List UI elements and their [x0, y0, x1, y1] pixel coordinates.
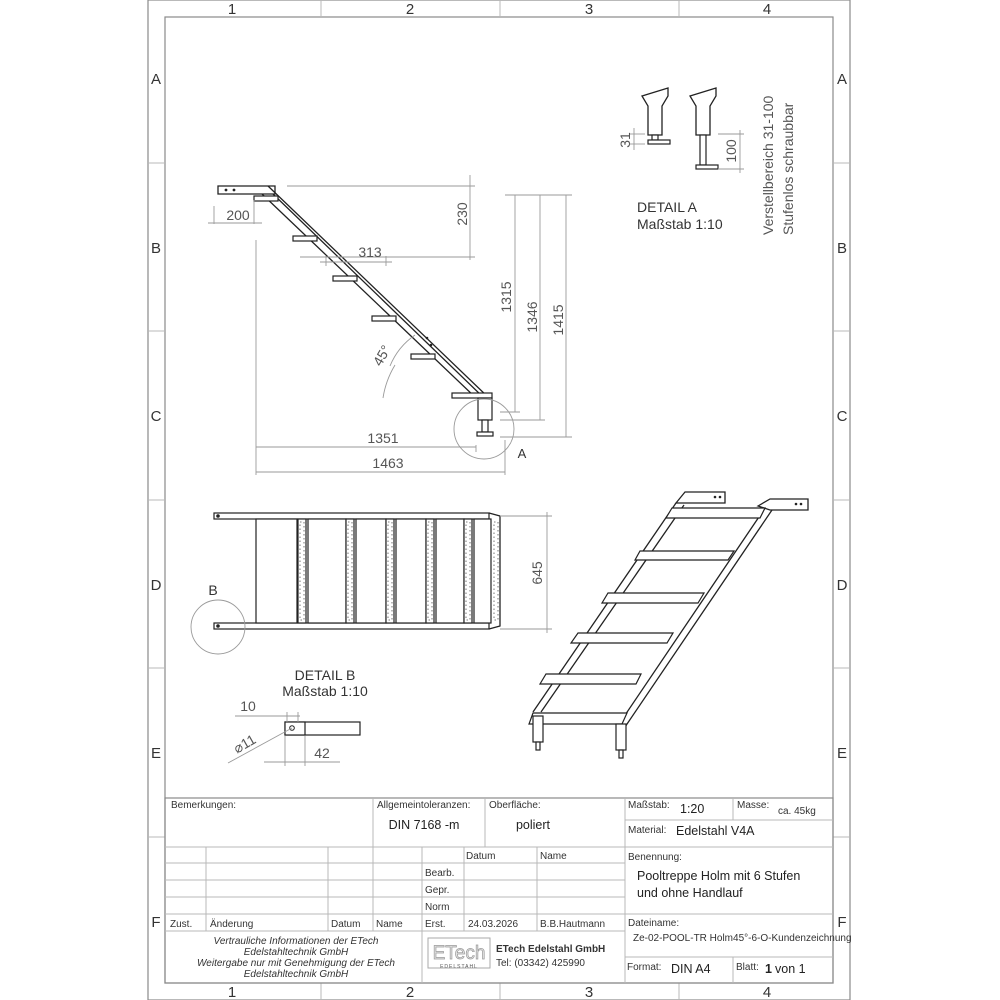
bemerkungen-label: Bemerkungen:	[171, 800, 237, 811]
blatt-number: 1	[765, 962, 772, 976]
dim-645: 645	[529, 561, 545, 585]
detail-a-scale: Maßstab 1:10	[637, 216, 723, 232]
zone-col-3-bottom: 3	[584, 984, 594, 1000]
erst-label: Erst.	[425, 919, 446, 930]
name-header: Name	[540, 851, 567, 862]
zone-col-1-top: 1	[227, 1, 237, 18]
erst-name: B.B.Hautmann	[540, 919, 606, 930]
bearb-label: Bearb.	[425, 868, 455, 879]
detail-a-note-2: Stufenlos schraubbar	[780, 102, 796, 235]
detail-a-note-1: Verstellbereich 31-100	[760, 95, 776, 235]
dim-1415: 1415	[550, 304, 566, 336]
detail-b-scale: Maßstab 1:10	[282, 683, 368, 699]
zone-row-c-right: C	[836, 408, 848, 425]
detail-a	[617, 88, 796, 235]
zone-row-f-left: F	[151, 914, 161, 931]
oberflaeche-label: Oberfläche:	[489, 800, 541, 811]
conf-line-2: Edelstahltechnik GmbH	[243, 947, 349, 958]
company-name: ETech Edelstahl GmbH	[496, 944, 606, 955]
massstab-label: Maßstab:	[628, 800, 670, 811]
zust-label: Zust.	[170, 919, 193, 930]
zone-col-3-top: 3	[584, 1, 594, 18]
masse-value: ca. 45kg	[778, 806, 816, 817]
benennung-line-2: und ohne Handlauf	[637, 886, 743, 900]
detail-b	[228, 667, 368, 766]
detail-a-title: DETAIL A	[637, 199, 697, 215]
top-view	[191, 512, 552, 654]
dim-313: 313	[358, 244, 382, 260]
dim-200: 200	[226, 207, 250, 223]
detail-a-marker: A	[517, 446, 527, 461]
oberflaeche-value: poliert	[515, 818, 551, 832]
format-label: Format:	[627, 962, 662, 973]
norm-label: Norm	[425, 902, 450, 913]
detail-b-dim-42: 42	[314, 745, 330, 761]
conf-line-4: Edelstahltechnik GmbH	[243, 969, 349, 980]
zone-col-4-top: 4	[762, 1, 772, 18]
dim-230: 230	[454, 202, 470, 226]
dim-1351: 1351	[367, 430, 399, 446]
zone-col-2-top: 2	[405, 1, 415, 18]
material-value: Edelstahl V4A	[676, 824, 755, 838]
zone-labels	[151, 1, 848, 1000]
dim-1315: 1315	[498, 281, 514, 313]
isometric-view	[529, 492, 808, 758]
blatt-of: von 1	[775, 962, 806, 976]
zone-row-b-left: B	[150, 240, 162, 257]
detail-a-dim-100: 100	[723, 139, 739, 163]
zone-row-e-right: E	[836, 745, 848, 762]
masse-label: Masse:	[737, 800, 770, 811]
zone-col-1-bottom: 1	[227, 984, 237, 1000]
erst-date: 24.03.2026	[468, 919, 519, 930]
logo-text: ETech	[432, 943, 486, 964]
benennung-line-1: Pooltreppe Holm mit 6 Stufen	[637, 869, 801, 883]
zone-col-2-bottom: 2	[405, 984, 415, 1000]
detail-b-marker: B	[208, 582, 218, 598]
conf-line-1: Vertrauliche Informationen der ETech	[213, 936, 379, 947]
zone-row-e-left: E	[150, 745, 162, 762]
blatt-label: Blatt:	[736, 962, 759, 973]
detail-b-dim-10: 10	[240, 698, 256, 714]
detail-a-dim-31: 31	[617, 132, 633, 148]
zone-row-b-right: B	[836, 240, 848, 257]
gepr-label: Gepr.	[425, 885, 450, 896]
title-block	[165, 798, 852, 983]
zone-row-d-right: D	[836, 577, 848, 594]
dateiname-value: Ze-02-POOL-TR Holm45°-6-O-Kundenzeichnung	[633, 933, 852, 944]
dim-1346: 1346	[524, 301, 540, 333]
dim-1463: 1463	[372, 455, 404, 471]
format-value: DIN A4	[671, 962, 711, 976]
conf-line-3: Weitergabe nur mit Genehmigung der ETech	[197, 958, 395, 969]
detail-b-title: DETAIL B	[294, 667, 356, 683]
sheet-frame	[148, 0, 850, 1000]
datum-label: Datum	[331, 919, 361, 930]
company-tel: Tel: (03342) 425990	[496, 958, 585, 969]
logo-sub: EDELSTAHL	[440, 964, 478, 970]
etech-logo	[428, 938, 490, 970]
zone-row-a-right: A	[836, 71, 848, 88]
massstab-value: 1:20	[680, 802, 705, 816]
toleranzen-label: Allgemeintoleranzen:	[377, 800, 471, 811]
detail-b-diameter-11: ⌀11	[230, 730, 259, 757]
zone-row-d-left: D	[150, 577, 162, 594]
angle-45: 45°	[369, 342, 394, 369]
dateiname-label: Dateiname:	[628, 918, 680, 929]
material-label: Material:	[628, 825, 667, 836]
zone-col-4-bottom: 4	[762, 984, 772, 1000]
name-label: Name	[376, 919, 403, 930]
zone-row-a-left: A	[150, 71, 162, 88]
aenderung-label: Änderung	[210, 919, 254, 930]
datum-header: Datum	[466, 851, 496, 862]
zone-row-f-right: F	[837, 914, 847, 931]
toleranzen-value: DIN 7168 -m	[388, 818, 460, 832]
benennung-label: Benennung:	[628, 852, 682, 863]
side-view	[208, 175, 572, 475]
zone-row-c-left: C	[150, 408, 162, 425]
